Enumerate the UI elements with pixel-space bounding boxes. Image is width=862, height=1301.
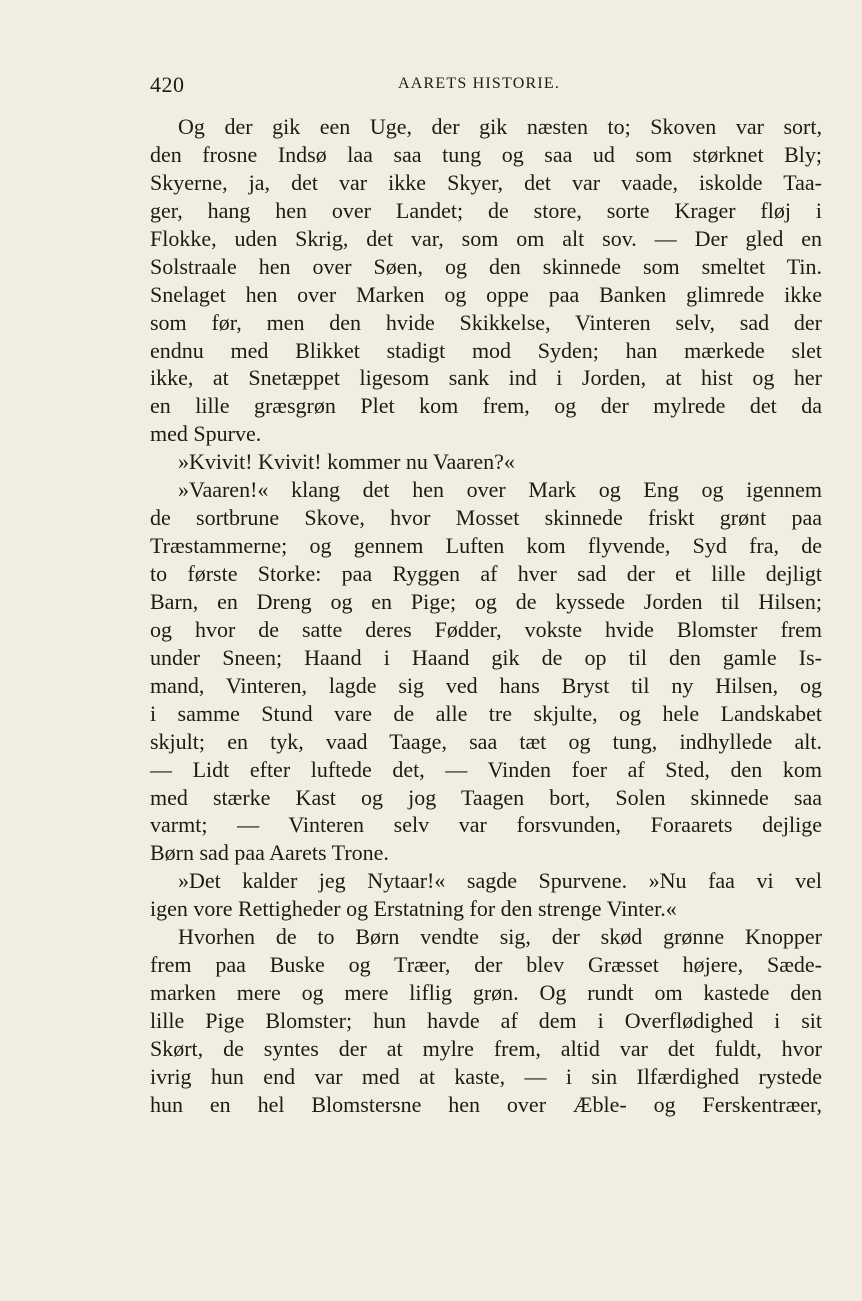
text-line: to første Storke: paa Ryggen af hver sad der et lille dejligt <box>150 561 822 586</box>
text-line: — Lidt efter luftede det, — Vinden foer af Sted, den kom <box>150 756 822 782</box>
text-line: ger, hang hen over Landet; de store, sorte Krager fløj i <box>150 197 822 223</box>
text-line: ikke, at Snetæppet ligesom sank ind i Jorden, at hist og her <box>150 365 822 391</box>
text-line: lille Pige Blomster; hun havde af dem i Overflødighed i sit <box>150 1008 822 1033</box>
text-line: hun en hel Blomstersne hen over Æble- og Ferskentræer, <box>150 1091 822 1117</box>
text-line: igen vore Rettigheder og Erstatning for den strenge Vinter.« <box>150 896 677 922</box>
page-header <box>150 72 822 102</box>
text-line: marken mere og mere liflig grøn. Og rundt om kastede den <box>150 980 822 1006</box>
text-line: Træstammerne; og gennem Luften kom flyvende, Syd fra, de <box>150 533 822 559</box>
page-number: 420 <box>150 72 185 97</box>
text-line: en lille græsgrøn Plet kom frem, og der mylrede det da <box>150 393 822 419</box>
text-line: mand, Vinteren, lagde sig ved hans Bryst til ny Hilsen, og <box>150 672 822 698</box>
text-line: i samme Stund vare de alle tre skjulte, og hele Landskabet <box>150 700 822 726</box>
text-line: med Spurve. <box>150 421 262 447</box>
text-line: Børn sad paa Aarets Trone. <box>150 840 389 866</box>
text-line: »Det kalder jeg Nytaar!« sagde Spurvene. »Nu faa vi vel <box>178 868 822 894</box>
text-line: den frosne Indsø laa saa tung og saa ud som størknet Bly; <box>150 141 822 167</box>
text-line: Snelaget hen over Marken og oppe paa Banken glimrede ikke <box>150 281 822 307</box>
text-line: skjult; en tyk, vaad Taage, saa tæt og tung, indhyllede alt. <box>150 728 822 754</box>
text-line: Og der gik een Uge, der gik næsten to; Skoven var sort, <box>178 114 822 139</box>
text-line: »Kvivit! Kvivit! kommer nu Vaaren?« <box>178 449 515 475</box>
text-line: Solstraale hen over Søen, og den skinnede som smeltet Tin. <box>150 253 822 279</box>
text-line: frem paa Buske og Træer, der blev Græsset højere, Sæde- <box>150 952 822 978</box>
text-line: og hvor de satte deres Fødder, vokste hvide Blomster frem <box>150 616 822 642</box>
text-line: under Sneen; Haand i Haand gik de op til den gamle Is- <box>150 644 822 670</box>
running-head: AARETS HISTORIE. <box>398 75 561 92</box>
text-line: ivrig hun end var med at kaste, — i sin Ilfærdighed rystede <box>150 1063 822 1089</box>
text-line: Skørt, de syntes der at mylre frem, altid var det fuldt, hvor <box>150 1035 822 1061</box>
text-line: »Vaaren!« klang det hen over Mark og Eng og igennem <box>178 477 822 503</box>
text-line: varmt; — Vinteren selv var forsvunden, Foraarets dejlige <box>150 812 822 838</box>
text-line: Hvorhen de to Børn vendte sig, der skød grønne Knopper <box>178 924 822 950</box>
text-line: med stærke Kast og jog Taagen bort, Solen skinnede saa <box>150 784 822 810</box>
text-line: Skyerne, ja, det var ikke Skyer, det var vaade, iskolde Taa- <box>150 169 822 195</box>
text-line: endnu med Blikket stadigt mod Syden; han mærkede slet <box>150 337 822 363</box>
text-line: Barn, en Dreng og en Pige; og de kyssede Jorden til Hilsen; <box>150 588 822 614</box>
body-text <box>150 113 822 1119</box>
text-line: som før, men den hvide Skikkelse, Vinteren selv, sad der <box>150 309 822 335</box>
text-line: Flokke, uden Skrig, det var, som om alt sov. — Der gled en <box>150 225 822 251</box>
text-line: de sortbrune Skove, hvor Mosset skinnede friskt grønt paa <box>150 505 822 531</box>
